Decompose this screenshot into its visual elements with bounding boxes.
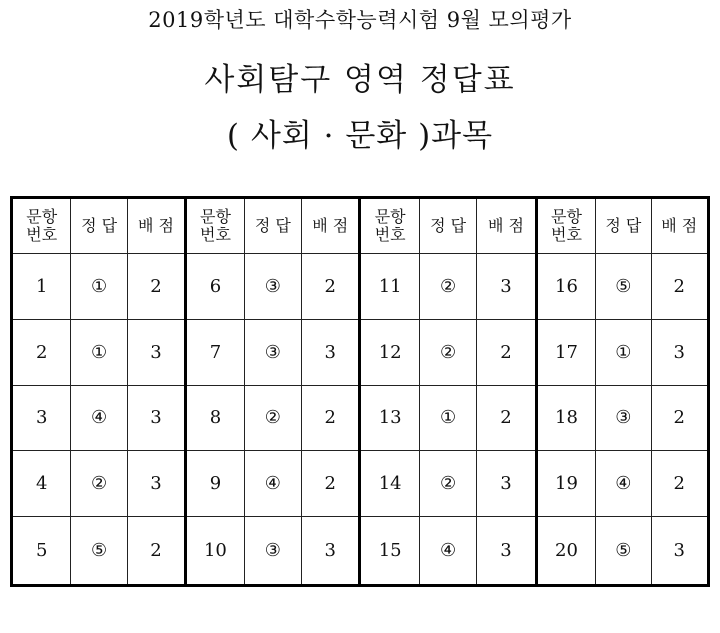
answer-cell: ② [419,254,476,320]
points-cell: 3 [477,451,536,517]
question-number: 20 [536,517,595,586]
points-header: 배 점 [302,198,360,254]
answer-cell: ⑤ [596,517,651,586]
question-number: 1 [12,254,71,320]
points-cell: 2 [477,319,536,385]
question-number: 13 [360,385,419,451]
answer-header: 정 답 [596,198,651,254]
table-row [12,385,709,451]
answer-cell: ④ [419,517,476,586]
question-number: 15 [360,517,419,586]
table-row [12,319,709,385]
answer-header: 정 답 [71,198,127,254]
points-cell: 2 [127,517,185,586]
points-cell: 3 [477,254,536,320]
question-number-header: 문항 번호 [12,198,71,254]
answer-cell: ② [419,319,476,385]
subject-title: ( 사회 · 문화 )과목 [226,118,494,154]
question-number: 2 [12,319,71,385]
points-cell: 3 [651,319,708,385]
table-row [12,517,709,586]
question-number: 3 [12,385,71,451]
question-number: 5 [12,517,71,586]
answer-cell: ② [244,385,301,451]
question-number: 7 [186,319,244,385]
points-cell: 3 [127,451,185,517]
points-cell: 3 [302,319,360,385]
answer-cell: ① [71,254,127,320]
answer-cell: ④ [71,385,127,451]
points-cell: 2 [302,254,360,320]
points-cell: 2 [302,451,360,517]
page-title: 사회탐구 영역 정답표 [204,62,516,98]
points-cell: 2 [651,254,708,320]
points-cell: 2 [651,451,708,517]
answer-cell: ④ [244,451,301,517]
answer-header: 정 답 [244,198,301,254]
answer-cell: ③ [244,517,301,586]
question-number: 10 [186,517,244,586]
answer-cell: ⑤ [71,517,127,586]
question-number: 19 [536,451,595,517]
answer-cell: ① [71,319,127,385]
answer-cell: ⑤ [596,254,651,320]
question-number: 9 [186,451,244,517]
question-number: 11 [360,254,419,320]
table-row [12,254,709,320]
points-cell: 3 [477,517,536,586]
answer-cell: ① [419,385,476,451]
answer-table [10,196,710,587]
points-header: 배 점 [651,198,708,254]
answer-header: 정 답 [419,198,476,254]
answer-cell: ③ [244,254,301,320]
points-header: 배 점 [127,198,185,254]
question-number: 16 [536,254,595,320]
question-number: 18 [536,385,595,451]
points-cell: 3 [302,517,360,586]
points-cell: 2 [127,254,185,320]
question-number-header: 문항 번호 [186,198,244,254]
answer-cell: ③ [596,385,651,451]
table-header-row [12,198,709,254]
question-number: 12 [360,319,419,385]
answer-cell: ③ [244,319,301,385]
answer-cell: ② [419,451,476,517]
exam-subtitle: 2019학년도 대학수학능력시험 9월 모의평가 [148,8,572,32]
question-number: 17 [536,319,595,385]
table-row [12,451,709,517]
answer-cell: ④ [596,451,651,517]
question-number-header: 문항 번호 [536,198,595,254]
answer-cell: ① [596,319,651,385]
points-cell: 2 [651,385,708,451]
points-cell: 2 [477,385,536,451]
question-number: 14 [360,451,419,517]
answer-cell: ② [71,451,127,517]
question-number-header: 문항 번호 [360,198,419,254]
question-number: 8 [186,385,244,451]
points-cell: 3 [127,319,185,385]
points-cell: 3 [651,517,708,586]
points-cell: 3 [127,385,185,451]
points-cell: 2 [302,385,360,451]
points-header: 배 점 [477,198,536,254]
question-number: 6 [186,254,244,320]
question-number: 4 [12,451,71,517]
